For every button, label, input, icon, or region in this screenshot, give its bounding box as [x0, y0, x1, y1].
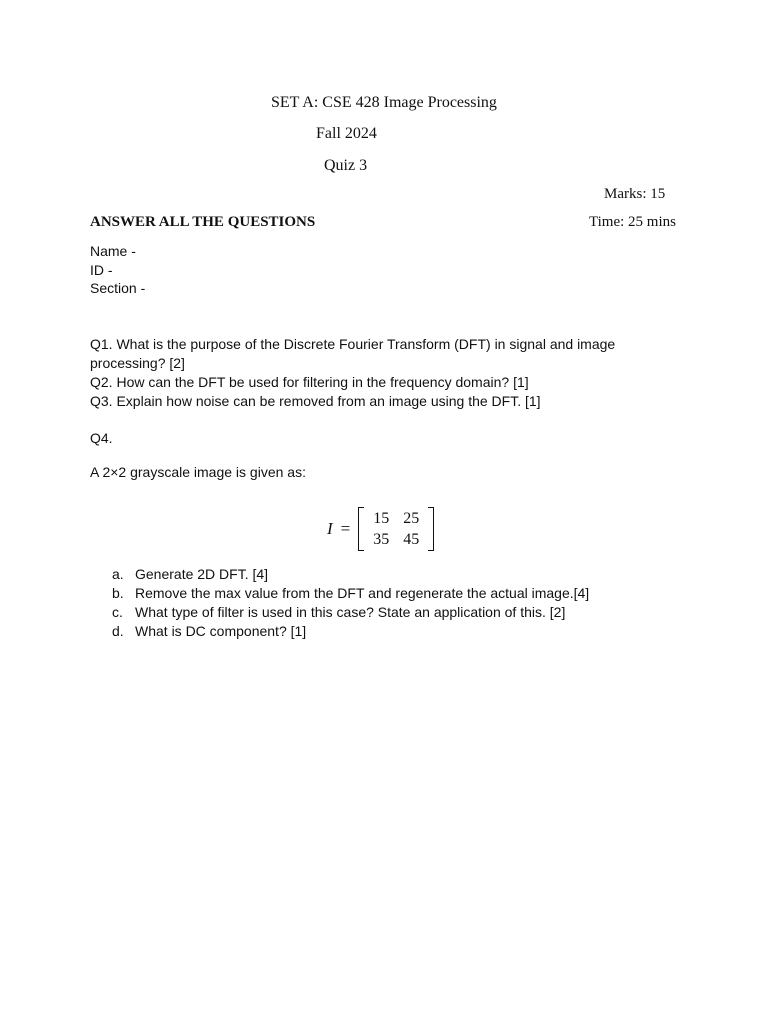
right-bracket — [428, 507, 434, 551]
term-label: Fall 2024 — [316, 125, 377, 142]
question-4-label: Q4. — [90, 430, 113, 446]
quiz-title: SET A: CSE 428 Image Processing — [271, 94, 497, 111]
matrix-equation — [327, 506, 434, 552]
subquestion-c — [112, 603, 589, 622]
subquestion-b — [112, 584, 589, 603]
list-marker: c. — [112, 604, 123, 620]
subquestion-text: Generate 2D DFT. [4] — [135, 566, 269, 582]
list-marker: d. — [112, 623, 124, 639]
equals-sign: = — [340, 519, 351, 538]
student-info — [90, 242, 145, 298]
subquestion-text: What type of filter is used in this case? State an application of this. [2] — [135, 604, 566, 620]
question-3: Q3. Explain how noise can be removed from an image using the DFT. [1] — [90, 393, 541, 409]
subquestion-list — [112, 565, 589, 641]
matrix-cell: 25 — [403, 509, 420, 527]
matrix-cell: 45 — [403, 530, 420, 548]
matrix-cell: 35 — [373, 530, 390, 548]
id-field-label: ID - — [90, 261, 113, 278]
question-list — [90, 335, 650, 411]
question-1: Q1. What is the purpose of the Discrete Fourier Transform (DFT) in signal and image processing? [2] — [90, 336, 616, 371]
subquestion-a — [112, 565, 589, 584]
subquestion-text: Remove the max value from the DFT and regenerate the actual image.[4] — [135, 585, 590, 601]
section-field-label: Section - — [90, 280, 146, 296]
list-marker: a. — [112, 566, 124, 582]
matrix-variable: I — [327, 519, 333, 538]
matrix-intro-text: A 2×2 grayscale image is given as: — [90, 464, 306, 480]
question-2: Q2. How can the DFT be used for filtering in the frequency domain? [1] — [90, 374, 529, 390]
instruction-heading: ANSWER ALL THE QUESTIONS — [90, 214, 316, 230]
marks-label: Marks: 15 — [604, 186, 666, 202]
name-field-label: Name - — [90, 243, 136, 259]
subquestion-text: What is DC component? [1] — [135, 623, 307, 639]
subquestion-d — [112, 622, 589, 641]
quiz-number: Quiz 3 — [324, 157, 368, 174]
list-marker: b. — [112, 585, 124, 601]
time-label: Time: 25 mins — [589, 214, 676, 230]
matrix-grid — [364, 508, 428, 550]
matrix-cell: 15 — [373, 509, 390, 527]
